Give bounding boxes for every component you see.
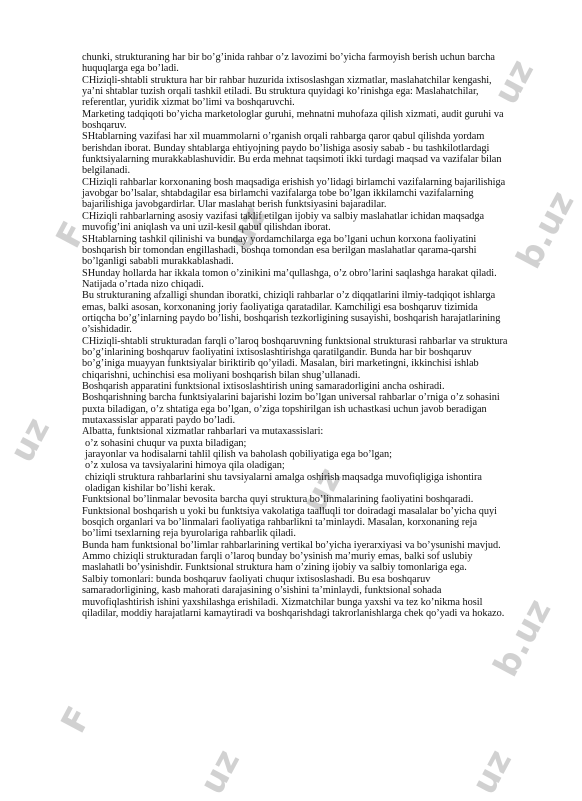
paragraph: CHiziqli-shtabli strukturadan farqli o’laroq boshqaruvning funktsional strukturasi rahbarlar va struktura bo’g’inlarining boshqaruv faoliyatini ixtisoslashtirishga qaratilgandir. Bunda har bir boshqaruv bo’g’iniga muayyan funktsiyalar biriktirib qo’yiladi. Masalan, biri marketingni, ikkinchisi ishlab chiqarishni, uchinchisi esa moliyani boshqarish bilan shug’ullanadi.: [82, 335, 508, 381]
paragraph: Bu strukturaning afzalligi shundan iboratki, chiziqli rahbarlar o’z diqqatlarini ilmiy-tadqiqot ishlarga emas, balki asosan, korxonaning joriy faoliyatiga qaratadilar. Kamchiligi esa boshqaruv tizimida ortiqcha bo’g’inlarning paydo bo’lishi, boshqarish tezkorligining susayishi, boshqarish harajatlarining o’sishidadir.: [82, 290, 501, 336]
list-item: jarayonlar va hodisalarni tahlil qilish va baholash qobiliyatiga ega bo’lgan;: [85, 449, 392, 461]
paragraph: SHunday hollarda har ikkala tomon o’zinikini ma’qullashga, o’z obro’larini saqlashga harakat qiladi. Natijada o’rtada nizo chiqadi.: [82, 267, 497, 290]
document-body: [82, 52, 508, 619]
watermark-text: b.uz: [508, 184, 582, 276]
paragraph: SHtablarning vazifasi har xil muammolarni o’rganish orqali rahbarga qaror qabul qilishda yordam berishdan iborat. Bunday shtablarga ehtiyojning paydo bo’lishiga asosiy sabab - bu tashkilotlardagi funktsiyalarning murakkablashuvidir. Bu erda mehnat taqsimoti ikki turdagi maqsad va vazifalar bilan belgilanadi.: [82, 131, 502, 177]
list-item: chiziqli struktura rahbarlarini shu tavsiyalarni amalga oshirish maqsadga muvofiqligiga ishontira oladigan kishilar bo’lishi kerak.: [85, 471, 482, 495]
paragraph: Boshqarish apparatini funktsional ixtisoslashtirish uning samaradorligini ancha oshiradi.: [82, 380, 445, 392]
paragraph: Boshqarishning barcha funktsiyalarini bajarishi lozim bo’lgan universal rahbarlar o’rniga o’z sohasini puxta biladigan, o’z shtatiga ega bo’lgan, o’ziga topshirilgan ish uchastkasi uchun javob beradigan mutaxassislar apparati paydo bo’ladi.: [82, 392, 500, 426]
paragraph: Funktsional boshqarish u yoki bu funktsiya vakolatiga taalluqli tor doiradagi masalalar bo’yicha quyi bosqich organlari va bo’linmalari faoliyatiga rahbarlikni ta’minlaydi. Masalan, korxonaning reja bo’limi tsexlarning reja byurolariga rahbarlik qiladi.: [82, 505, 497, 540]
paragraph: Albatta, funktsional xizmatlar rahbarlari va mutaxassislari:: [82, 426, 324, 438]
paragraph: SHtablarning tashkil qilinishi va bunday yordamchilarga ega bo’lgani uchun korxona faoliyatini boshqarish bir tomondan engillashadi, boshqa tomondan esa berilgan maslahatlar qarama-qarshi bo’lganligi sababli murakkablashadi.: [82, 233, 477, 268]
paragraph: Salbiy tomonlari: bunda boshqaruv faoliyati chuqur ixtisoslashadi. Bu esa boshqaruv samaradorligining, kasb mahorati darajasining o’sishini ta’minlaydi, funktsional sohada muvofiqlashtirish ishini yaxshilashga erishiladi. Xizmatchilar bunga yaxshi va tez ko’nikma hosil qiladilar, moddiy harajatlarni kamaytiradi va boshqarishdagi takrorlanishlarga chek qo’yadi va hokazo.: [82, 573, 505, 619]
list-item: o’z sohasini chuqur va puxta biladigan;: [85, 437, 247, 449]
paragraph: Bunda ham funktsional bo’limlar rahbarlarining vertikal bo’yicha iyerarxiyasi va bo’ysunishi mavjud. Ammo chiziqli strukturadan farqli o’laroq bunday bo’ysinish ma’muriy emas, balki sof uslubiy maslahatli bo’ysinishdir. Funktsional struktura ham o’zining ijobiy va salbiy tomonlariga ega.: [82, 539, 501, 574]
paragraph: chunki, strukturaning har bir bo’g’inida rahbar o’z lavozimi bo’yicha farmoyish berish uchun barcha huquqlarga ega bo’ladi.: [82, 52, 495, 75]
watermark-text: uz: [294, 461, 350, 519]
list-item: o’z xulosa va tavsiyalarini himoya qila oladigan;: [85, 460, 285, 472]
watermark-text: uz: [2, 411, 58, 469]
watermark-text: uz: [464, 743, 520, 801]
paragraph: CHiziqli-shtabli struktura har bir rahbar huzurida ixtisoslashgan xizmatlar, maslahatchilar kengashi, ya’ni shtablar tuzish orqali tashkil etiladi. Bu struktura quyidagi ko’rinishga ega: Maslahatchilar, referentlar, yuridik xizmat bo’limi va boshqaruvchi.: [82, 74, 492, 109]
paragraph: CHiziqli rahbarlar korxonaning bosh maqsadiga erishish yo’lidagi birlamchi vazifalarning bajarilishiga javobgar bo’lsalar, shtabdagilar esa birlamchi vazifalarga tobe bo’lgan ikkilamchi vazifalarning bajarilishiga javobgardirlar. Ular maslahat berish funktsiyasini bajaradilar.: [82, 176, 506, 211]
paragraph: CHiziqli rahbarlarning asosiy vazifasi taklif etilgan ijobiy va salbiy maslahatlar ichidan maqsadga muvofig’ini aniqlash va uni uzil-kesil qabul qilishdan iborat.: [82, 210, 485, 234]
paragraph: Funktsional bo’linmalar bevosita barcha quyi struktura bo’linmalarining faoliyatini boshqaradi.: [82, 494, 474, 506]
watermark-text: b.uz: [485, 592, 560, 684]
watermark-text: F: [48, 215, 95, 255]
paragraph: Marketing tadqiqoti bo’yicha marketologlar guruhi, mehnatni muhofaza qilish xizmati, audit guruhi va boshqaruv.: [82, 108, 504, 132]
watermark-text: F: [53, 700, 100, 740]
watermark-text: uz: [219, 199, 275, 257]
watermark-text: uz: [192, 743, 248, 801]
watermark-text: uz: [486, 53, 542, 111]
